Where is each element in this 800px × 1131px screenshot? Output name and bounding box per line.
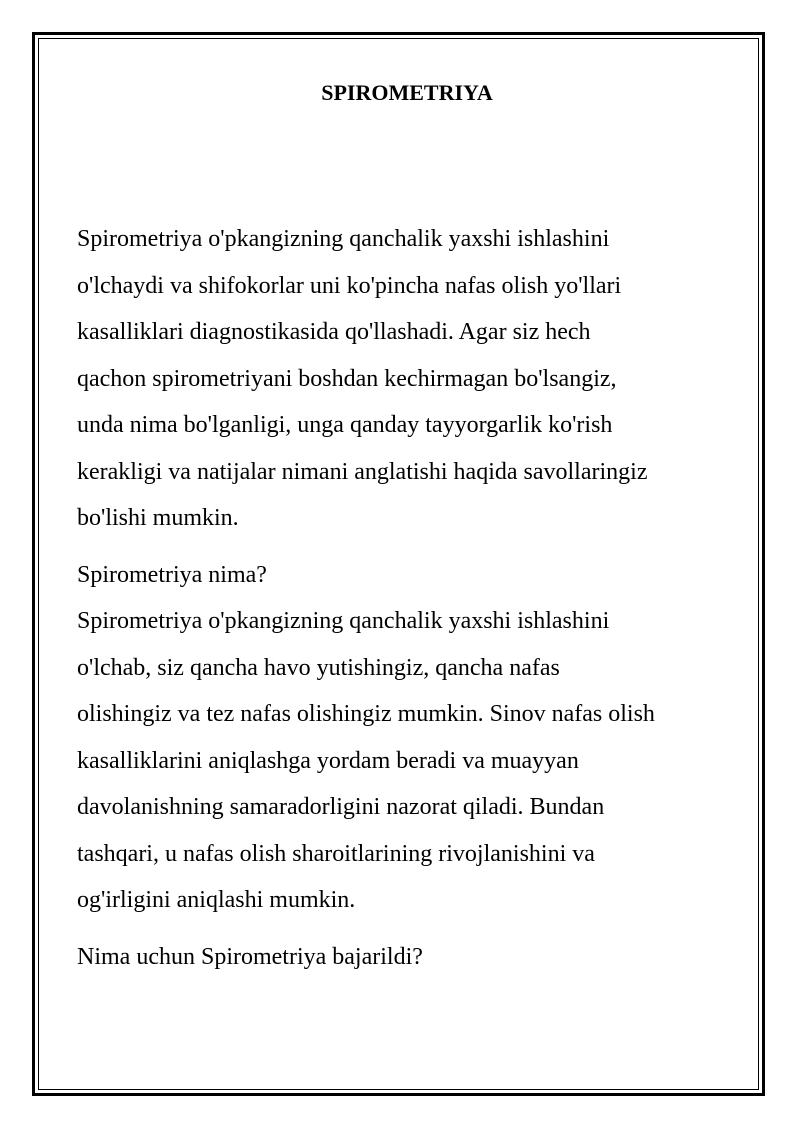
- text-line: o'lchab, siz qancha havo yutishingiz, qancha nafas: [77, 654, 560, 681]
- paragraph-what-is: [77, 552, 737, 924]
- text-line: kasalliklari diagnostikasida qo'llashadi. Agar siz hech: [77, 319, 591, 345]
- text-line: tashqari, u nafas olish sharoitlarining rivojlanishini va: [77, 840, 595, 867]
- text-line: davolanishning samaradorligini nazorat qiladi. Bundan: [77, 794, 605, 820]
- section-heading-why-done: Nima uchun Spirometriya bajarildi?: [77, 943, 423, 970]
- text-line: Spirometriya o'pkangizning qanchalik yaxshi ishlashini: [77, 226, 610, 252]
- text-line: olishingiz va tez nafas olishingiz mumkin. Sinov nafas olish: [77, 701, 655, 727]
- text-line: Spirometriya o'pkangizning qanchalik yaxshi ishlashini: [77, 608, 610, 634]
- text-line: kerakligi va natijalar nimani anglatishi haqida savollaringiz: [77, 458, 648, 485]
- paragraph-intro: [77, 216, 737, 542]
- text-line: o'lchaydi va shifokorlar uni ko'pincha nafas olish yo'llari: [77, 272, 622, 299]
- paragraph-why-done: [77, 934, 737, 981]
- text-line: unda nima bo'lganligi, unga qanday tayyorgarlik ko'rish: [77, 412, 613, 438]
- text-line: bo'lishi mumkin.: [77, 505, 239, 531]
- document-title: SPIROMETRIYA: [321, 80, 493, 105]
- text-line: og'irligini aniqlashi mumkin.: [77, 887, 356, 913]
- document-body: [77, 78, 737, 980]
- section-heading-what-is: Spirometriya nima?: [77, 561, 267, 588]
- text-line: kasalliklarini aniqlashga yordam beradi va muayyan: [77, 747, 579, 774]
- text-line: qachon spirometriyani boshdan kechirmagan bo'lsangiz,: [77, 365, 617, 392]
